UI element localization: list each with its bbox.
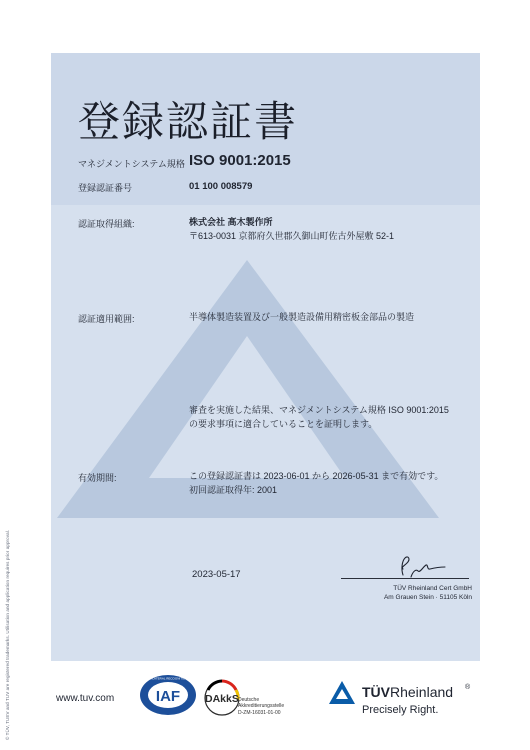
iaf-logo — [124, 673, 212, 717]
brand-tagline: Precisely Right. — [362, 704, 439, 716]
brand-suffix: Rheinland — [390, 684, 454, 700]
scope-label: 認証適用範囲: — [78, 314, 135, 324]
holder-address: 〒613-0031 京都府久世郡久御山町佐古外屋敷 52-1 — [189, 231, 395, 241]
first-certification-year: 初回認証取得年: 2001 — [189, 485, 278, 495]
validity-period: この登録認証書は 2023-06-01 から 2026-05-31 まで有効です。 — [189, 471, 444, 481]
signature-line — [341, 578, 469, 579]
certificate-panel — [51, 53, 480, 661]
holder-name: 株式会社 高木製作所 — [189, 217, 273, 227]
iaf-ring-text: MEMBER OF MULTILATERAL RECOGNITION ARRANGEMENT — [124, 676, 212, 681]
issuer-block — [384, 584, 472, 602]
brand-prefix: TÜV — [362, 684, 390, 700]
validity-label: 有効期間: — [78, 473, 117, 483]
tuv-triangle-icon — [328, 680, 356, 706]
issue-date: 2023-05-17 — [192, 569, 241, 580]
standard-value: ISO 9001:2015 — [189, 152, 291, 169]
statement-line-1: 審査を実施した結果、マネジメントシステム規格 ISO 9001:2015 — [189, 405, 449, 415]
scope-value: 半導体製造装置及び一般製造設備用精密板金部品の製造 — [189, 312, 415, 322]
registration-label: 登録認証番号 — [78, 183, 133, 193]
issuer-address: Am Grauen Stein · 51105 Köln — [383, 594, 472, 601]
dakks-accreditation-number: D-ZM-16031-01-00 — [238, 709, 281, 716]
registered-mark: ® — [465, 684, 471, 691]
certificate-title: 登録認証書 — [78, 98, 299, 145]
statement-line-2: の要求事項に適合していることを証明します。 — [189, 419, 378, 429]
dakks-label: DAkkS — [205, 693, 239, 705]
dakks-text — [238, 697, 284, 716]
issuer-name: TÜV Rheinland Cert GmbH — [393, 585, 472, 592]
standard-label: マネジメントシステム規格 — [78, 159, 185, 169]
registration-number: 01 100 008579 — [189, 181, 253, 192]
dakks-line-2: Akkreditierungsstelle — [238, 703, 285, 710]
iaf-label: IAF — [155, 688, 181, 705]
trademark-note: © TÜV, TUEV and TUV are registered trademarks. Utilisation and application requires prior approval. — [5, 529, 10, 740]
dakks-logo — [202, 678, 242, 718]
website-link[interactable]: www.tuv.com — [56, 693, 115, 704]
tuv-rheinland-wordmark — [362, 684, 453, 700]
holder-label: 認証取得組織: — [78, 219, 135, 229]
dakks-line-1: Deutsche — [238, 697, 260, 703]
